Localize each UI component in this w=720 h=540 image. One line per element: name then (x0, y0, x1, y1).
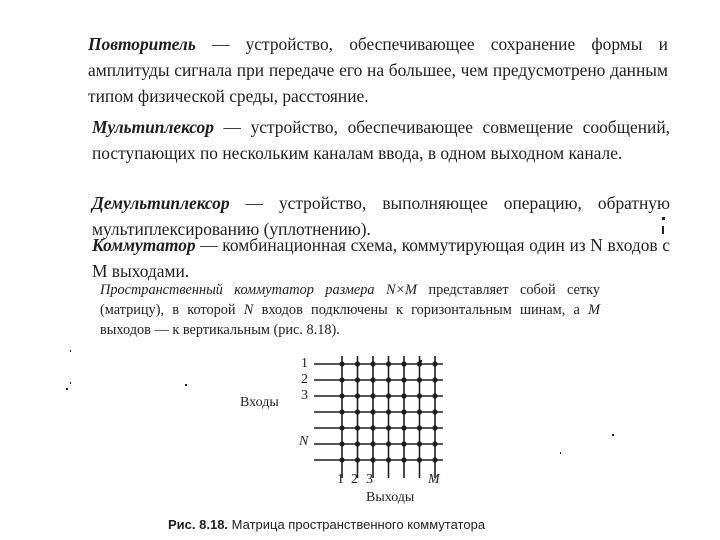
matrix-text-2: входов подключены к горизонтальным шинам, а (253, 302, 589, 318)
definition-text: устройство, обеспечивающее сохранение формы и амплитуды сигнала при передаче его на большее, чем предусмотрено данным типом физической среды, расстояние. (88, 34, 668, 106)
junction-dot (386, 441, 391, 446)
row-label-3: 3 (301, 388, 308, 403)
col-label-m: M (428, 472, 440, 487)
junction-dot (355, 409, 360, 414)
matrix-m-letter: M (588, 302, 600, 318)
junction-dot (370, 425, 375, 430)
junction-dot (417, 409, 422, 414)
junction-dot (386, 457, 391, 462)
junction-dot (432, 361, 437, 366)
junction-dot (386, 377, 391, 382)
row-label-2: 2 (301, 372, 308, 387)
inputs-label: Входы (240, 395, 279, 410)
junction-dot (432, 441, 437, 446)
definition-dash: — (213, 117, 251, 137)
junction-dot (386, 409, 391, 414)
junction-dot (417, 425, 422, 430)
matrix-text-3: выходов — к вертикальным (рис. 8.18). (100, 322, 340, 338)
junction-dot (401, 457, 406, 462)
junction-dot (417, 457, 422, 462)
definition-dash: — (229, 193, 279, 213)
junction-dot (401, 377, 406, 382)
definition-term: Мультиплексор (92, 117, 214, 137)
caption-text: Матрица пространственного коммутатора (228, 517, 486, 532)
junction-dot (401, 409, 406, 414)
junction-dot (339, 377, 344, 382)
junction-dot (386, 361, 391, 366)
junction-dot (355, 441, 360, 446)
junction-dot (386, 393, 391, 398)
row-label-n: N (299, 434, 309, 449)
matrix-grid (314, 356, 443, 478)
junction-dot (401, 361, 406, 366)
junction-dot (401, 393, 406, 398)
junction-dot (432, 457, 437, 462)
definition-dash: — (195, 235, 223, 255)
col-label-2: 2 (351, 472, 358, 487)
junction-dot (417, 393, 422, 398)
junction-dot (355, 393, 360, 398)
junction-dot (386, 425, 391, 430)
junction-dot (355, 425, 360, 430)
figure-caption (168, 516, 608, 534)
junction-dot (432, 377, 437, 382)
junction-dot (370, 393, 375, 398)
matrix-lead: Пространственный коммутатор размера N×M (100, 282, 418, 298)
definition-text: устройство, выполняющее операцию, обратную мультиплексированию (уплотнению). (92, 193, 670, 239)
junction-dot (339, 425, 344, 430)
junction-dot (339, 361, 344, 366)
junction-dot (370, 409, 375, 414)
junction-dot (417, 377, 422, 382)
junction-dot (355, 377, 360, 382)
definition-term: Демультиплексор (92, 193, 230, 213)
junction-dot (339, 457, 344, 462)
junction-dot (401, 425, 406, 430)
junction-dot (339, 393, 344, 398)
junction-dot (370, 441, 375, 446)
definition-dash: — (195, 34, 246, 54)
junction-dot (339, 441, 344, 446)
junction-dot (417, 361, 422, 366)
outputs-label: Выходы (366, 490, 415, 505)
junction-dot (355, 361, 360, 366)
row-label-1: 1 (301, 356, 308, 371)
junction-dot (339, 409, 344, 414)
definition-term: Повторитель (88, 34, 196, 54)
junction-dot (370, 457, 375, 462)
definition-term: Коммутатор (92, 235, 196, 255)
junction-dot (355, 457, 360, 462)
definition-text: устройство, обеспечивающее совмещение сообщений, поступающих по нескольким каналам ввода, в одном выходном канале. (92, 117, 670, 163)
caption-number: Рис. 8.18. (168, 517, 229, 532)
junction-dot (432, 425, 437, 430)
junction-dot (401, 441, 406, 446)
col-label-1: 1 (337, 472, 344, 487)
col-label-3: 3 (366, 472, 373, 487)
junction-dot (432, 393, 437, 398)
junction-dot (417, 441, 422, 446)
junction-dot (370, 361, 375, 366)
definition-text: комбинационная схема, коммутирующая один из N входов с M выходами. (92, 235, 670, 281)
matrix-text-1: представляет собой сетку (матрицу), в которой (100, 282, 600, 318)
junction-dot (432, 409, 437, 414)
matrix-n-letter: N (243, 302, 254, 318)
junction-dot (370, 377, 375, 382)
